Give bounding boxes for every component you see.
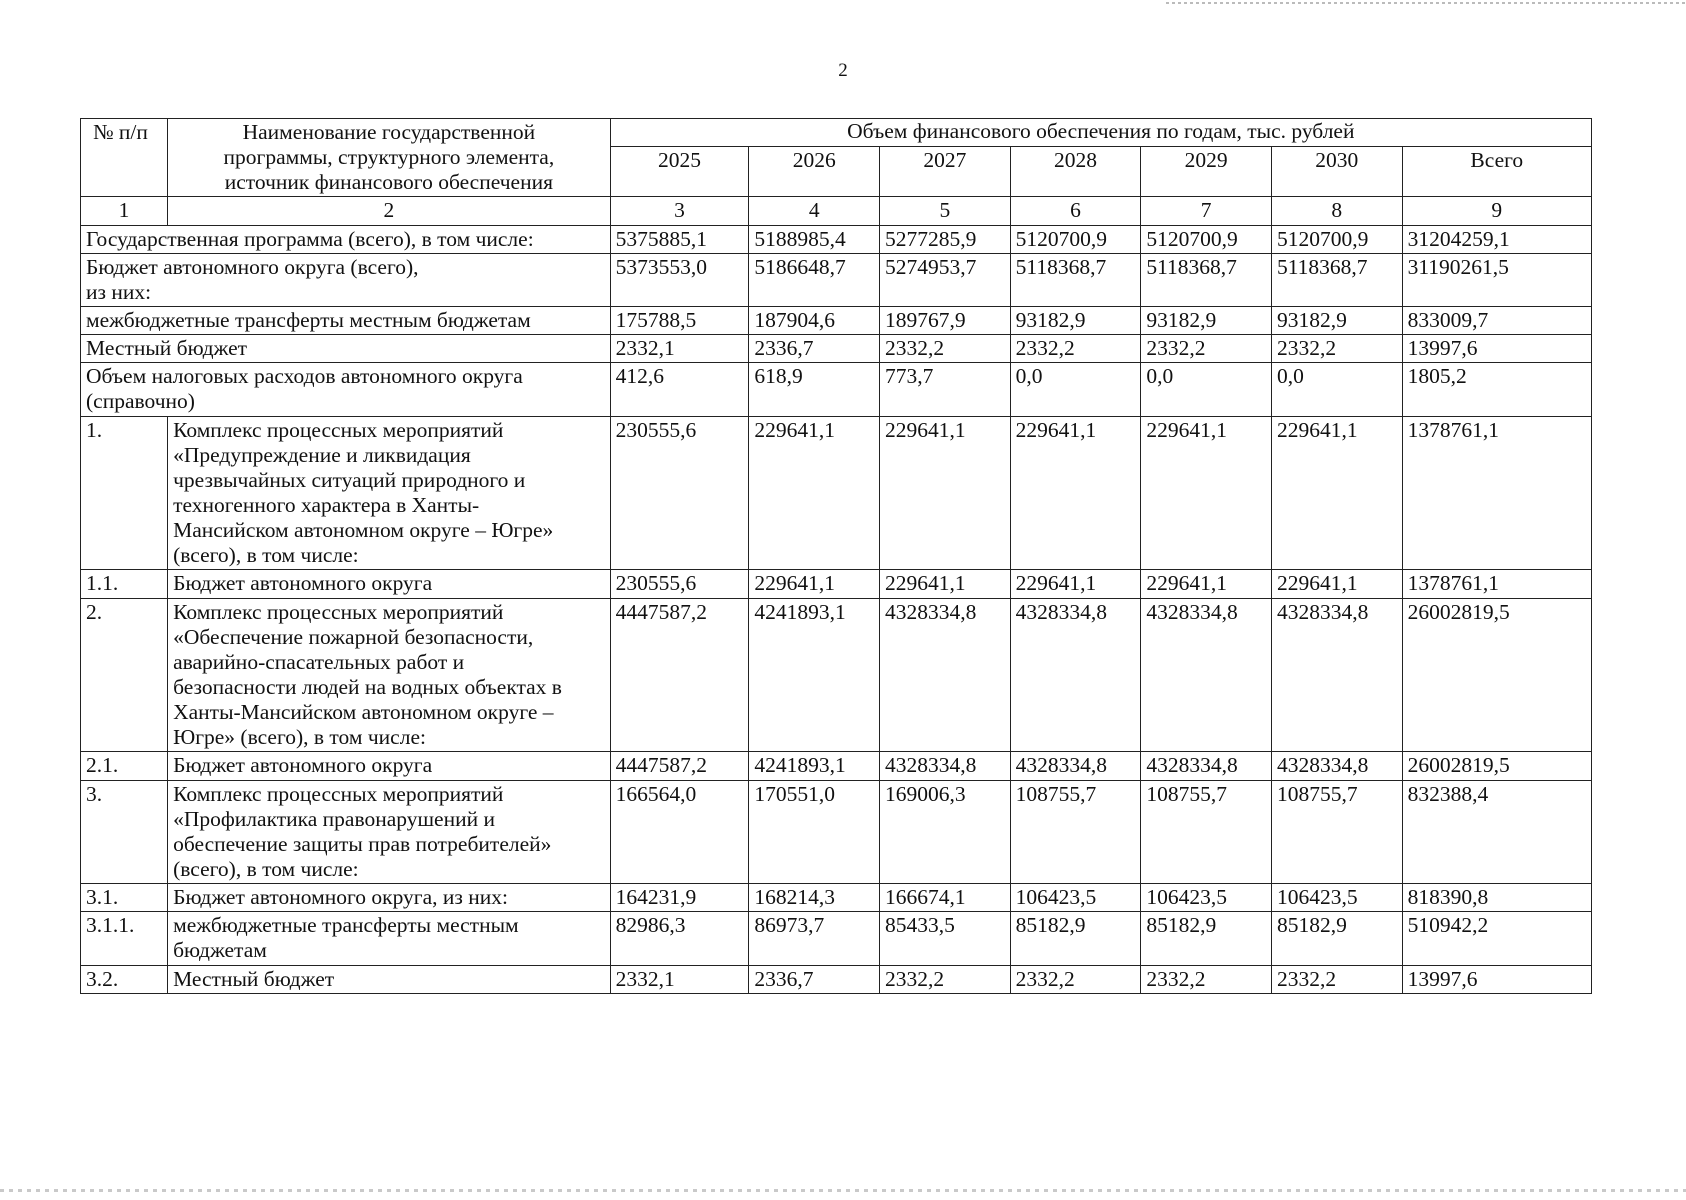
header-row-1 [81, 119, 1592, 147]
cell-value: 2332,2 [1010, 335, 1141, 363]
cell-value: 166564,0 [610, 780, 749, 884]
page-number: 2 [838, 60, 848, 81]
header-year: 2027 [880, 147, 1011, 197]
cell-value: 4328334,8 [1141, 752, 1272, 780]
cell-total: 13997,6 [1402, 965, 1591, 993]
cell-value: 229641,1 [1271, 570, 1402, 598]
header-year: 2029 [1141, 147, 1272, 197]
cell-value: 2332,2 [1271, 965, 1402, 993]
row-label: Комплекс процессных мероприятий «Обеспечение пожарной безопасности, аварийно-спасательных работ и безопасности людей на водных объектах в Ханты-Мансийском автономном округе – Югре» (всего), в том числе: [168, 598, 611, 752]
cell-value: 106423,5 [1141, 884, 1272, 912]
cell-total: 13997,6 [1402, 335, 1591, 363]
table-row [81, 780, 1592, 884]
cell-value: 106423,5 [1271, 884, 1402, 912]
header-year: 2028 [1010, 147, 1141, 197]
row-label: Комплекс процессных мероприятий «Профилактика правонарушений и обеспечение защиты прав потребителей» (всего), в том числе: [168, 780, 611, 884]
cell-value: 2332,1 [610, 965, 749, 993]
cell-value: 0,0 [1141, 363, 1272, 416]
row-label: Бюджет автономного округа, из них: [168, 884, 611, 912]
header-year: 2026 [749, 147, 880, 197]
row-label: Бюджет автономного округа [168, 570, 611, 598]
cell-value: 5120700,9 [1271, 225, 1402, 253]
cell-value: 229641,1 [880, 416, 1011, 570]
cell-value: 4447587,2 [610, 752, 749, 780]
cell-value: 4328334,8 [1141, 598, 1272, 752]
cell-value: 82986,3 [610, 912, 749, 965]
row-label: Государственная программа (всего), в том числе: [81, 225, 611, 253]
column-number: 5 [880, 197, 1011, 225]
financing-table [80, 118, 1592, 994]
table-row [81, 225, 1592, 253]
cell-value: 5274953,7 [880, 253, 1011, 306]
row-number: 2. [81, 598, 168, 752]
cell-value: 93182,9 [1271, 306, 1402, 334]
table-row [81, 306, 1592, 334]
header-year: 2025 [610, 147, 749, 197]
table-row [81, 752, 1592, 780]
column-number: 1 [81, 197, 168, 225]
cell-value: 4328334,8 [1271, 598, 1402, 752]
cell-value: 175788,5 [610, 306, 749, 334]
table-row [81, 884, 1592, 912]
cell-value: 166674,1 [880, 884, 1011, 912]
cell-value: 85182,9 [1141, 912, 1272, 965]
row-label: межбюджетные трансферты местным бюджетам [168, 912, 611, 965]
cell-value: 5186648,7 [749, 253, 880, 306]
row-label: Комплекс процессных мероприятий «Предупреждение и ликвидация чрезвычайных ситуаций природного и техногенного характера в Ханты- Мансийском автономном округе – Югре» (всего), в том числе: [168, 416, 611, 570]
cell-value: 2332,2 [880, 965, 1011, 993]
cell-value: 85182,9 [1271, 912, 1402, 965]
column-number: 3 [610, 197, 749, 225]
cell-value: 230555,6 [610, 570, 749, 598]
cell-value: 4328334,8 [880, 752, 1011, 780]
cell-value: 229641,1 [1141, 570, 1272, 598]
header-year: 2030 [1271, 147, 1402, 197]
header-funding-group: Объем финансового обеспечения по годам, тыс. рублей [610, 119, 1591, 147]
cell-value: 4241893,1 [749, 598, 880, 752]
cell-value: 93182,9 [1010, 306, 1141, 334]
cell-total: 832388,4 [1402, 780, 1591, 884]
header-num: № п/п [81, 119, 168, 197]
column-number: 4 [749, 197, 880, 225]
cell-value: 2332,2 [1010, 965, 1141, 993]
cell-value: 2332,2 [880, 335, 1011, 363]
row-label: Бюджет автономного округа (всего), из них: [81, 253, 611, 306]
row-label: Местный бюджет [81, 335, 611, 363]
cell-total: 31190261,5 [1402, 253, 1591, 306]
cell-value: 229641,1 [1010, 570, 1141, 598]
table-row [81, 363, 1592, 416]
cell-value: 4241893,1 [749, 752, 880, 780]
table-row [81, 965, 1592, 993]
cell-value: 412,6 [610, 363, 749, 416]
cell-value: 0,0 [1010, 363, 1141, 416]
cell-total: 833009,7 [1402, 306, 1591, 334]
row-number: 3.1. [81, 884, 168, 912]
cell-value: 5118368,7 [1010, 253, 1141, 306]
cell-value: 187904,6 [749, 306, 880, 334]
scan-artifact-top [1166, 2, 1686, 4]
cell-value: 4328334,8 [880, 598, 1011, 752]
header-name: Наименование государственной программы, структурного элемента, источник финансового обеспечения [168, 119, 611, 197]
cell-value: 4447587,2 [610, 598, 749, 752]
cell-total: 26002819,5 [1402, 598, 1591, 752]
cell-value: 5277285,9 [880, 225, 1011, 253]
row-number: 2.1. [81, 752, 168, 780]
cell-value: 229641,1 [1141, 416, 1272, 570]
cell-value: 5118368,7 [1141, 253, 1272, 306]
header-total: Всего [1402, 147, 1591, 197]
column-number-row [81, 197, 1592, 225]
cell-value: 2332,2 [1141, 965, 1272, 993]
cell-value: 229641,1 [1010, 416, 1141, 570]
cell-value: 618,9 [749, 363, 880, 416]
cell-value: 230555,6 [610, 416, 749, 570]
table-row [81, 598, 1592, 752]
cell-value: 164231,9 [610, 884, 749, 912]
cell-value: 168214,3 [749, 884, 880, 912]
cell-value: 169006,3 [880, 780, 1011, 884]
cell-value: 108755,7 [1010, 780, 1141, 884]
column-number: 2 [168, 197, 611, 225]
column-number: 9 [1402, 197, 1591, 225]
cell-total: 1378761,1 [1402, 570, 1591, 598]
column-number: 8 [1271, 197, 1402, 225]
cell-value: 773,7 [880, 363, 1011, 416]
cell-value: 5373553,0 [610, 253, 749, 306]
cell-value: 5118368,7 [1271, 253, 1402, 306]
row-number: 3.1.1. [81, 912, 168, 965]
cell-value: 85433,5 [880, 912, 1011, 965]
cell-value: 2336,7 [749, 335, 880, 363]
cell-value: 2332,2 [1271, 335, 1402, 363]
cell-value: 2332,1 [610, 335, 749, 363]
row-label: Объем налоговых расходов автономного округа (справочно) [81, 363, 611, 416]
cell-value: 4328334,8 [1010, 752, 1141, 780]
cell-value: 108755,7 [1141, 780, 1272, 884]
cell-value: 86973,7 [749, 912, 880, 965]
column-number: 7 [1141, 197, 1272, 225]
cell-value: 2332,2 [1141, 335, 1272, 363]
cell-total: 1378761,1 [1402, 416, 1591, 570]
table-row [81, 253, 1592, 306]
row-number: 1. [81, 416, 168, 570]
row-label: Бюджет автономного округа [168, 752, 611, 780]
cell-value: 93182,9 [1141, 306, 1272, 334]
cell-value: 189767,9 [880, 306, 1011, 334]
cell-value: 2336,7 [749, 965, 880, 993]
cell-value: 229641,1 [1271, 416, 1402, 570]
cell-value: 85182,9 [1010, 912, 1141, 965]
scan-artifact-bottom [0, 1189, 1686, 1192]
cell-total: 818390,8 [1402, 884, 1591, 912]
cell-total: 26002819,5 [1402, 752, 1591, 780]
cell-total: 1805,2 [1402, 363, 1591, 416]
cell-value: 5375885,1 [610, 225, 749, 253]
table-row [81, 335, 1592, 363]
column-number: 6 [1010, 197, 1141, 225]
cell-value: 4328334,8 [1271, 752, 1402, 780]
row-number: 3. [81, 780, 168, 884]
cell-value: 0,0 [1271, 363, 1402, 416]
table-row [81, 570, 1592, 598]
cell-value: 4328334,8 [1010, 598, 1141, 752]
row-label: межбюджетные трансферты местным бюджетам [81, 306, 611, 334]
cell-value: 5120700,9 [1010, 225, 1141, 253]
cell-value: 5120700,9 [1141, 225, 1272, 253]
cell-value: 170551,0 [749, 780, 880, 884]
cell-value: 5188985,4 [749, 225, 880, 253]
cell-value: 229641,1 [749, 416, 880, 570]
table-row [81, 416, 1592, 570]
cell-value: 108755,7 [1271, 780, 1402, 884]
cell-total: 510942,2 [1402, 912, 1591, 965]
cell-value: 229641,1 [749, 570, 880, 598]
cell-value: 229641,1 [880, 570, 1011, 598]
table-row [81, 912, 1592, 965]
row-number: 1.1. [81, 570, 168, 598]
row-label: Местный бюджет [168, 965, 611, 993]
cell-value: 106423,5 [1010, 884, 1141, 912]
cell-total: 31204259,1 [1402, 225, 1591, 253]
row-number: 3.2. [81, 965, 168, 993]
